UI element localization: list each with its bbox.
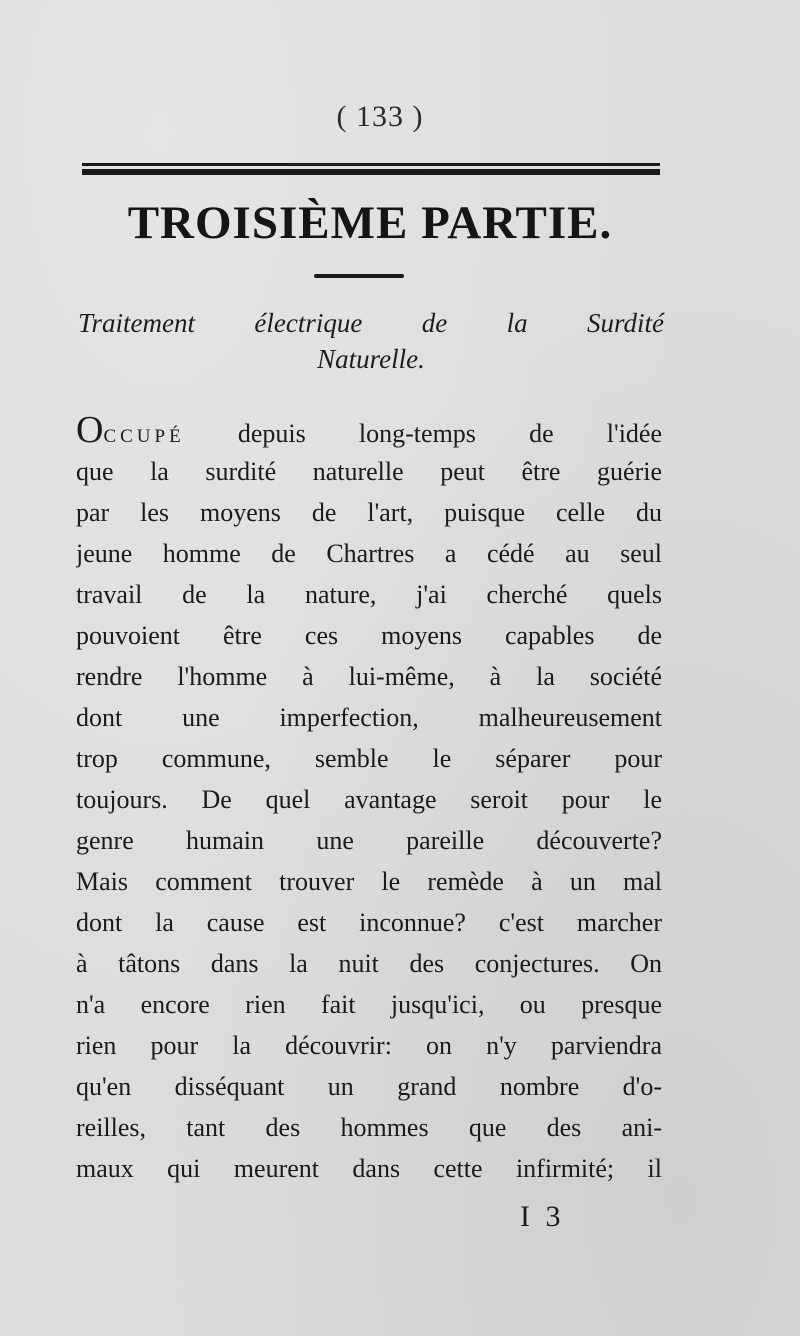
- body-line: que la surdité naturelle peut être guérie: [76, 457, 662, 486]
- body-line: toujours. De quel avantage seroit pour le: [76, 785, 662, 814]
- header-rule-thick: [82, 169, 660, 175]
- body-line: par les moyens de l'art, puisque celle du: [76, 498, 662, 527]
- body-line: rien pour la découvrir: on n'y parviendra: [76, 1031, 662, 1060]
- body-line: dont une imperfection, malheureusement: [76, 703, 662, 732]
- chapter-subtitle: [78, 305, 664, 377]
- body-line: dont la cause est inconnue? c'est marcher: [76, 908, 662, 937]
- body-line: maux qui meurent dans cette infirmité; il: [76, 1154, 662, 1183]
- body-line: jeune homme de Chartres a cédé au seul: [76, 539, 662, 568]
- header-rule-thin: [82, 163, 660, 166]
- subtitle-line-1: Traitement électrique de la Surdité: [78, 308, 664, 338]
- page-number: ( 133 ): [336, 100, 424, 133]
- part-title: TROISIÈME PARTIE.: [127, 197, 613, 249]
- signature-mark: I 3: [520, 1200, 565, 1233]
- header-double-rule: [82, 163, 660, 177]
- initial-letter: O: [76, 410, 104, 451]
- subtitle-line-2: Naturelle.: [317, 344, 425, 374]
- body-line: genre humain une pareille découverte?: [76, 826, 662, 855]
- title-divider: [314, 274, 404, 278]
- first-word-smallcaps: CCUPÉ: [103, 426, 185, 447]
- body-line: trop commune, semble le séparer pour: [76, 744, 662, 773]
- body-line: pouvoient être ces moyens capables de: [76, 621, 662, 650]
- body-line: à tâtons dans la nuit des conjectures. On: [76, 949, 662, 978]
- body-line: travail de la nature, j'ai cherché quels: [76, 580, 662, 609]
- body-paragraph: [76, 410, 662, 1189]
- body-line-first: [76, 410, 662, 451]
- body-line: qu'en disséquant un grand nombre d'o-: [76, 1072, 662, 1101]
- body-line: reilles, tant des hommes que des ani-: [76, 1113, 662, 1142]
- first-line-text: depuis long-temps de l'idée: [184, 419, 662, 448]
- body-line: n'a encore rien fait jusqu'ici, ou presque: [76, 990, 662, 1019]
- body-line: rendre l'homme à lui-même, à la société: [76, 662, 662, 691]
- body-line: Mais comment trouver le remède à un mal: [76, 867, 662, 896]
